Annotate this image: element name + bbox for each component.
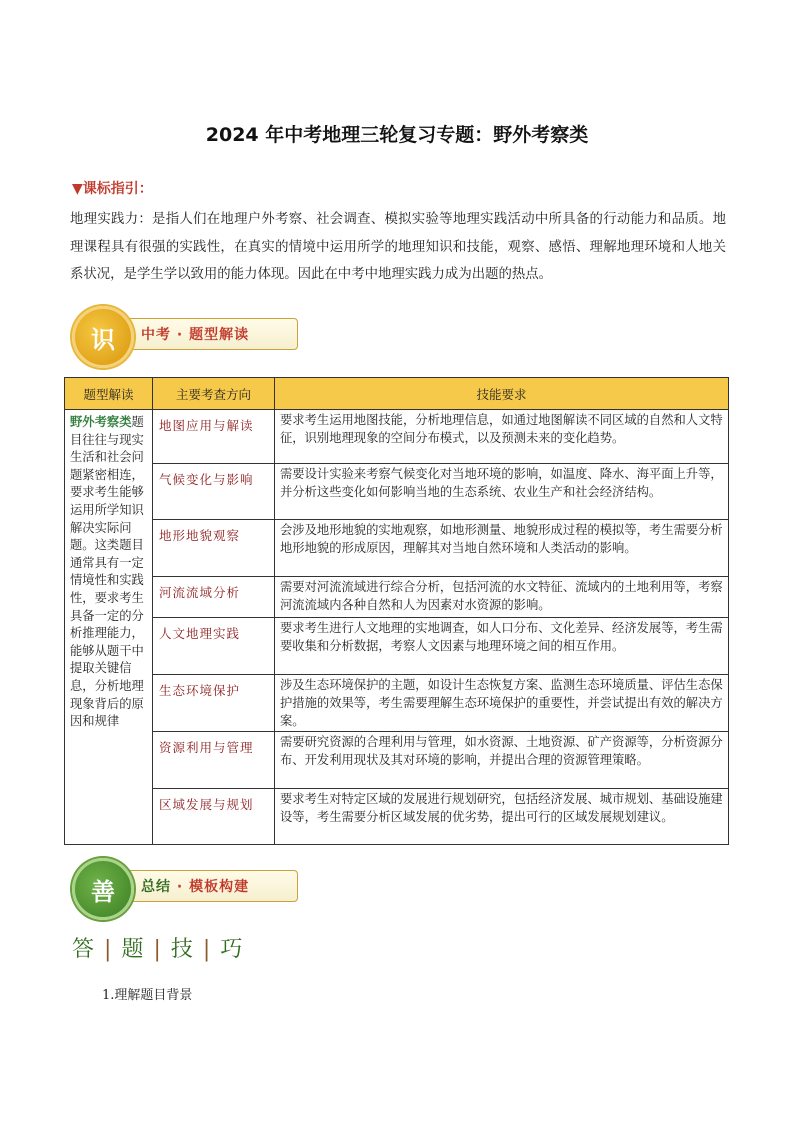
header-interpretation: 题型解读 bbox=[65, 378, 153, 410]
interpretation-body: 题目往往与现实生活和社会问题紧密相连，要求考生能够运用所学知识解决实际问题。这类题目通常具有一定情境性和实践性，要求考生具备一定的分析推理能力，能够从题干中提取关键信息，分析地理现象背后的原因和规律 bbox=[70, 415, 144, 729]
table-row bbox=[65, 577, 729, 618]
banner-pill bbox=[112, 870, 298, 902]
banner-pill bbox=[112, 318, 298, 350]
direction-cell: 地图应用与解读 bbox=[153, 410, 275, 464]
requirement-cell: 要求考生运用地图技能，分析地理信息，如通过地图解读不同区域的自然和人文特征，识别地理现象的空间分布模式，以及预测未来的变化趋势。 bbox=[275, 410, 729, 464]
page-title: 2024 年中考地理三轮复习专题：野外考察类 bbox=[205, 124, 589, 146]
direction-cell: 生态环境保护 bbox=[153, 675, 275, 732]
section-banner-question-types bbox=[72, 306, 302, 366]
header-requirement: 技能要求 bbox=[275, 378, 729, 410]
requirement-cell: 要求考生进行人文地理的实地调查，如人口分布、文化差异、经济发展等，考生需要收集和分析数据，考察人文因素与地理环境之间的相互作用。 bbox=[275, 618, 729, 675]
requirement-cell: 需要研究资源的合理利用与管理，如水资源、土地资源、矿产资源等，分析资源分布、开发利用现状及其对环境的影响，并提出合理的资源管理策略。 bbox=[275, 732, 729, 789]
banner-badge-icon: 善 bbox=[72, 858, 134, 920]
table-row bbox=[65, 789, 729, 845]
table-row bbox=[65, 675, 729, 732]
table-row bbox=[65, 520, 729, 577]
guide-label: ▼课标指引： bbox=[72, 181, 153, 197]
table-header-row bbox=[65, 378, 729, 410]
interpretation-cell bbox=[65, 410, 153, 845]
direction-cell: 河流流域分析 bbox=[153, 577, 275, 618]
direction-cell: 资源利用与管理 bbox=[153, 732, 275, 789]
requirement-cell: 会涉及地形地貌的实地观察，如地形测量、地貌形成过程的模拟等，考生需要分析地形地貌的形成原因，理解其对当地自然环境和人类活动的影响。 bbox=[275, 520, 729, 577]
tips-heading: 答 | 题 | 技 | 巧 bbox=[72, 937, 245, 962]
banner-badge-icon: 识 bbox=[72, 306, 134, 368]
direction-cell: 区域发展与规划 bbox=[153, 789, 275, 845]
section-banner-template bbox=[72, 858, 302, 918]
requirement-cell: 要求考生对特定区域的发展进行规划研究，包括经济发展、城市规划、基础设施建设等，考生需要分析区域发展的优劣势，提出可行的区域发展规划建议。 bbox=[275, 789, 729, 845]
requirement-cell: 需要对河流流域进行综合分析，包括河流的水文特征、流域内的土地利用等，考察河流流域内各种自然和人为因素对水资源的影响。 bbox=[275, 577, 729, 618]
skills-table bbox=[64, 377, 729, 845]
table-row bbox=[65, 464, 729, 520]
banner-text: 总结 · 模板构建 bbox=[141, 879, 250, 895]
requirement-cell: 涉及生态环境保护的主题，如设计生态恢复方案、监测生态环境质量、评估生态保护措施的效果等，考生需要理解生态环境保护的重要性，并尝试提出有效的解决方案。 bbox=[275, 675, 729, 732]
direction-cell: 地形地貌观察 bbox=[153, 520, 275, 577]
table-row bbox=[65, 618, 729, 675]
header-direction: 主要考查方向 bbox=[153, 378, 275, 410]
table-row bbox=[65, 410, 729, 464]
table-row bbox=[65, 732, 729, 789]
tip-item: 1.理解题目背景 bbox=[102, 988, 193, 1003]
requirement-cell: 需要设计实验来考察气候变化对当地环境的影响，如温度、降水、海平面上升等，并分析这些变化如何影响当地的生态系统、农业生产和社会经济结构。 bbox=[275, 464, 729, 520]
banner-text: 中考 · 题型解读 bbox=[141, 327, 250, 343]
interpretation-heading: 野外考察类 bbox=[70, 415, 132, 429]
direction-cell: 人文地理实践 bbox=[153, 618, 275, 675]
direction-cell: 气候变化与影响 bbox=[153, 464, 275, 520]
guide-text: 地理实践力：是指人们在地理户外考察、社会调查、模拟实验等地理实践活动中所具备的行动能力和品质。地理课程具有很强的实践性，在真实的情境中运用所学的地理知识和技能，观察、感悟、理解地理环境和人地关系状况，是学生学以致用的能力体现。因此在中考中地理实践力成为出题的热点。 bbox=[70, 212, 726, 282]
